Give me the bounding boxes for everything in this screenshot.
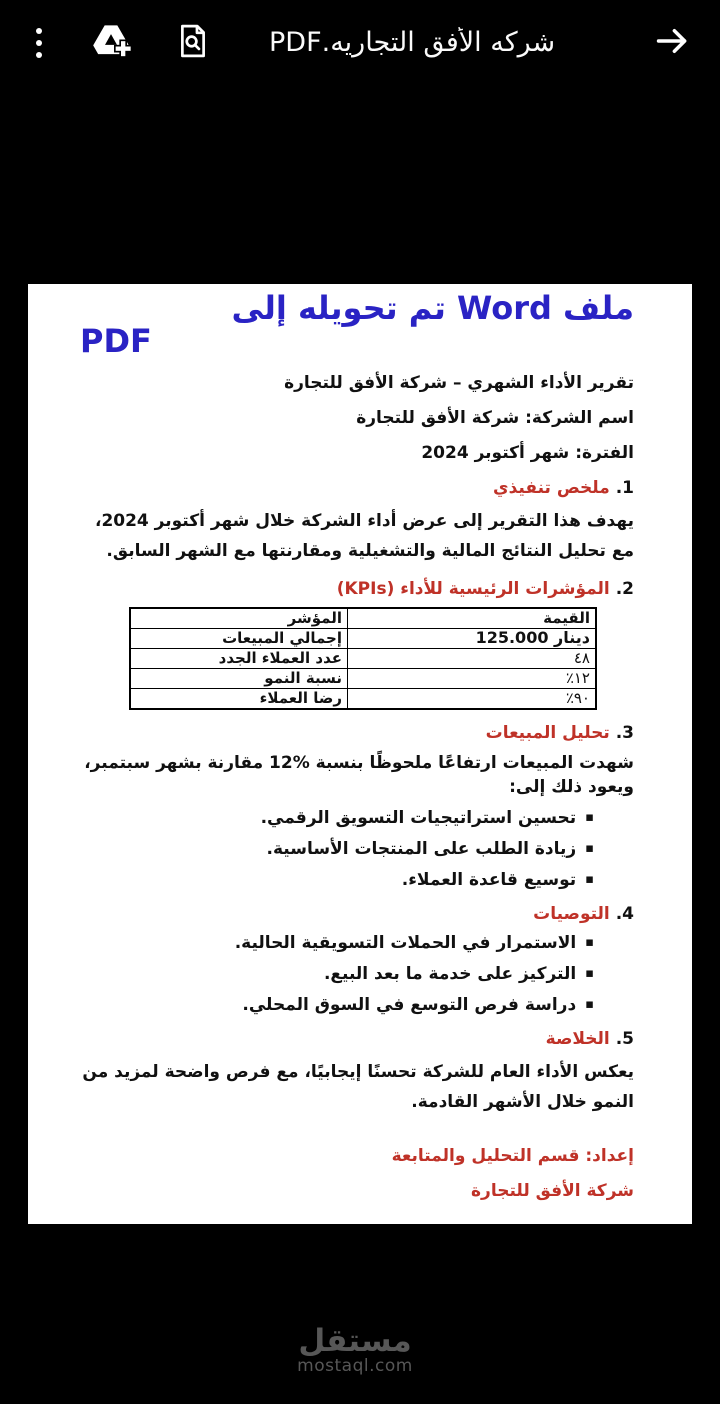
section-3-bullets [80, 807, 634, 891]
banner-line-1: ملف Word تم تحويله إلى [231, 289, 634, 327]
bullet-icon: ▪ [585, 810, 594, 825]
bullet-icon: ▪ [585, 872, 594, 887]
prepared-by-line: إعداد: قسم التحليل والمتابعة [391, 1146, 634, 1166]
kpi-value: ٪٩٠ [348, 689, 597, 710]
list-item: ▪ تحسين استراتيجيات التسويق الرقمي. [260, 808, 594, 828]
mostaql-domain: mostaql.com [297, 1356, 413, 1376]
kpi-value: 125.000 دينار [348, 629, 597, 649]
table-row [130, 649, 596, 669]
pdf-viewer-toolbar [0, 0, 720, 85]
section-3-heading: 3. تحليل المبيعات [485, 723, 634, 743]
list-item: ▪ التركيز على خدمة ما بعد البيع. [323, 964, 594, 984]
converted-banner [80, 289, 634, 360]
list-item: ▪ الاستمرار في الحملات التسويقية الحالية. [234, 933, 594, 953]
document-filename: شركه الأفق التجاريه.PDF [269, 27, 556, 58]
more-vertical-icon [36, 28, 42, 34]
back-button[interactable] [652, 23, 692, 63]
kpi-indicator: رضا العملاء [130, 689, 348, 710]
report-title: تقرير الأداء الشهري – شركة الأفق للتجارة [284, 373, 634, 393]
list-item: ▪ دراسة فرص التوسع في السوق المحلي. [242, 995, 594, 1015]
section-1-heading: 1. ملخص تنفيذي [493, 478, 634, 498]
bullet-icon: ▪ [585, 966, 594, 981]
kpi-header-value: القيمة [348, 608, 597, 629]
bullet-icon: ▪ [585, 997, 594, 1012]
section-4-heading: 4. التوصيات [533, 904, 634, 924]
section-4-bullets [80, 932, 634, 1016]
table-row [130, 629, 596, 649]
pdf-page [28, 284, 692, 1224]
banner-line-2: PDF [80, 322, 152, 360]
add-to-drive-button[interactable] [90, 22, 132, 64]
section-2-heading: 2. المؤشرات الرئيسية للأداء (KPIs) [336, 579, 634, 599]
bullet-icon: ▪ [585, 841, 594, 856]
kpi-header-indicator: المؤشر [130, 608, 348, 629]
section-5-heading: 5. الخلاصة [545, 1029, 634, 1049]
period-line: الفترة: شهر أكتوبر 2024 [421, 443, 634, 463]
pdf-scroll-area[interactable] [0, 85, 720, 1404]
kpi-header-row [130, 608, 596, 629]
section-3-paragraph: شهدت المبيعات ارتفاعًا ملحوظًا بنسبة %12 مقارنة بشهر سبتمبر، ويعود ذلك إلى: [84, 753, 634, 797]
kpi-value: ٤٨ [348, 649, 597, 669]
search-in-document-button[interactable] [174, 23, 212, 63]
section-5-paragraph: يعكس الأداء العام للشركة تحسنًا إيجابيًا، مع فرص واضحة لمزيد من النمو خلال الأشهر القادمة. [82, 1062, 634, 1112]
company-signature-line: شركة الأفق للتجارة [471, 1181, 634, 1201]
mostaql-logo: مستقل [298, 1323, 412, 1359]
kpi-indicator: نسبة النمو [130, 669, 348, 689]
kpi-table [129, 607, 597, 710]
overflow-menu-button[interactable] [31, 28, 47, 58]
bullet-icon: ▪ [585, 935, 594, 950]
section-1-paragraph: يهدف هذا التقرير إلى عرض أداء الشركة خلال شهر أكتوبر 2024، مع تحليل النتائج المالية والتشغيلية ومقارنتها مع الشهر السابق. [94, 511, 634, 561]
signature-block [80, 1145, 634, 1202]
mostaql-watermark [0, 1325, 710, 1375]
company-name-line: اسم الشركة: شركة الأفق للتجارة [356, 408, 634, 428]
table-row [130, 669, 596, 689]
add-to-drive-icon [91, 21, 131, 64]
list-item: ▪ زيادة الطلب على المنتجات الأساسية. [266, 839, 594, 859]
list-item: ▪ توسيع قاعدة العملاء. [401, 870, 594, 890]
kpi-value: ٪١٢ [348, 669, 597, 689]
table-row [130, 689, 596, 710]
back-arrow-icon [653, 22, 691, 63]
document-search-icon [176, 22, 210, 63]
kpi-indicator: عدد العملاء الجدد [130, 649, 348, 669]
kpi-indicator: إجمالي المبيعات [130, 629, 348, 649]
